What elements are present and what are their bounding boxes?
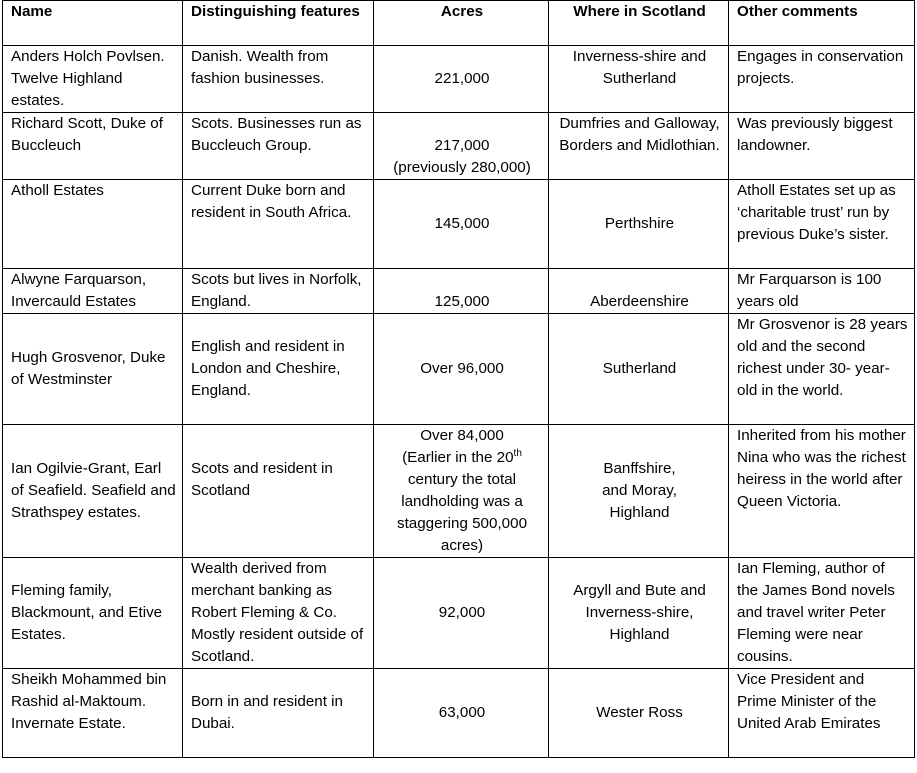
cell-acres: Over 96,000 bbox=[374, 314, 549, 425]
acres-note-rest: century the total landholding was a staggering 500,000 acres) bbox=[396, 471, 528, 554]
cell-where: Sutherland bbox=[549, 314, 729, 425]
cell-name: Fleming family, Blackmount, and Etive Estates. bbox=[3, 558, 183, 669]
cell-features: Scots. Businesses run as Buccleuch Group. bbox=[183, 113, 374, 180]
cell-where: Banffshire, and Moray, Highland bbox=[549, 425, 729, 558]
cell-comments: Mr Grosvenor is 28 years old and the second richest under 30- year-old in the world. bbox=[729, 314, 915, 425]
cell-features: Current Duke born and resident in South Africa. bbox=[183, 180, 374, 269]
cell-where: Dumfries and Galloway, Borders and Midlothian. bbox=[549, 113, 729, 180]
cell-name: Atholl Estates bbox=[3, 180, 183, 269]
table-row bbox=[3, 46, 915, 113]
cell-name: Ian Ogilvie-Grant, Earl of Seafield. Seafield and Strathspey estates. bbox=[3, 425, 183, 558]
cell-acres: 217,000 (previously 280,000) bbox=[374, 113, 549, 180]
header-where-in-scotland: Where in Scotland bbox=[549, 1, 729, 46]
table-row bbox=[3, 269, 915, 314]
header-distinguishing-features: Distinguishing features bbox=[183, 1, 374, 46]
cell-where: Wester Ross bbox=[549, 669, 729, 758]
acres-note: (Earlier in the 20 bbox=[402, 449, 514, 466]
cell-acres: 221,000 bbox=[374, 46, 549, 113]
table-row bbox=[3, 180, 915, 269]
cell-acres: 145,000 bbox=[374, 180, 549, 269]
acres-value: Over 84,000 bbox=[420, 427, 504, 444]
table-header-row bbox=[3, 1, 915, 46]
cell-comments: Inherited from his mother Nina who was the richest heiress in the world after Queen Victoria. bbox=[729, 425, 915, 558]
acres-note-superscript: th bbox=[513, 447, 522, 459]
cell-comments: Vice President and Prime Minister of the United Arab Emirates bbox=[729, 669, 915, 758]
cell-name: Richard Scott, Duke of Buccleuch bbox=[3, 113, 183, 180]
cell-features: Scots but lives in Norfolk, England. bbox=[183, 269, 374, 314]
cell-name: Anders Holch Povlsen. Twelve Highland estates. bbox=[3, 46, 183, 113]
cell-where: Inverness-shire and Sutherland bbox=[549, 46, 729, 113]
header-other-comments: Other comments bbox=[729, 1, 915, 46]
cell-where: Aberdeenshire bbox=[549, 269, 729, 314]
cell-features: Born in and resident in Dubai. bbox=[183, 669, 374, 758]
cell-features: English and resident in London and Cheshire, England. bbox=[183, 314, 374, 425]
cell-acres: 92,000 bbox=[374, 558, 549, 669]
table-row bbox=[3, 314, 915, 425]
cell-comments: Engages in conservation projects. bbox=[729, 46, 915, 113]
cell-acres: 125,000 bbox=[374, 269, 549, 314]
cell-where: Argyll and Bute and Inverness-shire, Highland bbox=[549, 558, 729, 669]
cell-name: Sheikh Mohammed bin Rashid al-Maktoum. Invernate Estate. bbox=[3, 669, 183, 758]
table-row bbox=[3, 113, 915, 180]
cell-features-text: Scots and resident in Scotland bbox=[191, 460, 333, 499]
cell-acres: 63,000 bbox=[374, 669, 549, 758]
table-row bbox=[3, 669, 915, 758]
cell-where: Perthshire bbox=[549, 180, 729, 269]
cell-features bbox=[183, 425, 374, 558]
landowners-table bbox=[2, 0, 915, 758]
cell-comments: Mr Farquarson is 100 years old bbox=[729, 269, 915, 314]
cell-comments: Atholl Estates set up as ‘charitable trust’ run by previous Duke’s sister. bbox=[729, 180, 915, 269]
header-name: Name bbox=[3, 1, 183, 46]
cell-features: Danish. Wealth from fashion businesses. bbox=[183, 46, 374, 113]
cell-features: Wealth derived from merchant banking as Robert Fleming & Co. Mostly resident outside of Scotland. bbox=[183, 558, 374, 669]
header-acres: Acres bbox=[374, 1, 549, 46]
cell-acres bbox=[374, 425, 549, 558]
cell-name: Alwyne Farquarson, Invercauld Estates bbox=[3, 269, 183, 314]
cell-name: Hugh Grosvenor, Duke of Westminster bbox=[3, 314, 183, 425]
table-row bbox=[3, 558, 915, 669]
table-row bbox=[3, 425, 915, 558]
cell-comments: Was previously biggest landowner. bbox=[729, 113, 915, 180]
cell-comments: Ian Fleming, author of the James Bond novels and travel writer Peter Fleming were near cousins. bbox=[729, 558, 915, 669]
